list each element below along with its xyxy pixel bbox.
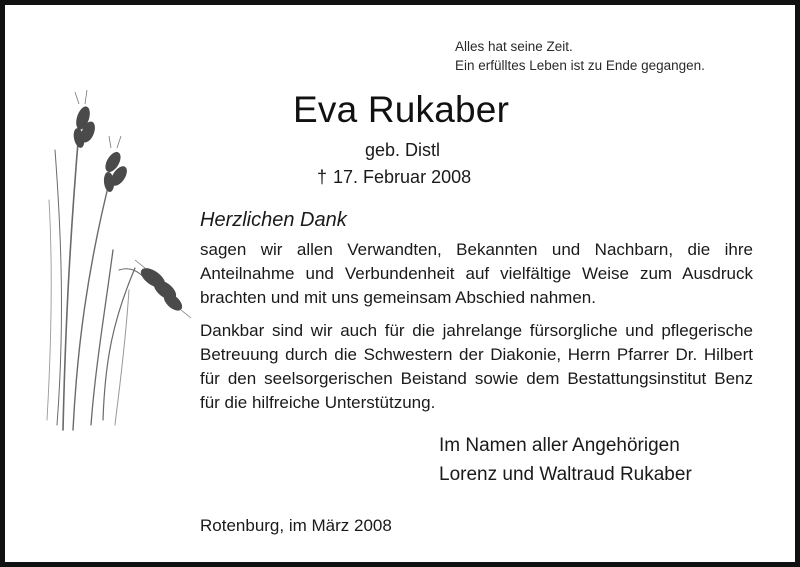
- signature: [439, 431, 692, 489]
- maiden-name: geb. Distl: [365, 140, 441, 160]
- motto-line-1: Alles hat seine Zeit.: [455, 39, 573, 54]
- death-date: [317, 166, 471, 188]
- signature-line-1: Im Namen aller Angehörigen: [439, 435, 680, 456]
- signature-line-2: Lorenz und Waltraud Rukaber: [439, 464, 692, 485]
- cross-icon: †: [317, 167, 328, 187]
- deceased-name: Eva Rukaber: [293, 89, 510, 130]
- death-date-text: 17. Februar 2008: [333, 167, 472, 187]
- thanks-paragraph-2: Dankbar sind wir auch für die jahrelange fürsorgliche und pflegerische Betreuung durch die Schwestern der Diakonie, Herrn Pfarrer Dr. Hilbert für den seelsorgerischen Beistand sowie dem Bestattungsinstitut Benz für die hilfreiche Unterstützung.: [200, 321, 753, 412]
- motto: [455, 37, 705, 75]
- thanks-heading: Herzlichen Dank: [200, 209, 347, 231]
- wheat-icon: [35, 90, 195, 435]
- thanks-paragraph-1: sagen wir allen Verwandten, Bekannten und Nachbarn, die ihre Anteilnahme und Verbundenheit auf vielfältige Weise zum Ausdruck brachten und mit uns gemeinsam Abschied nahmen.: [200, 240, 753, 307]
- place-date: Rotenburg, im März 2008: [200, 516, 392, 535]
- motto-line-2: Ein erfülltes Leben ist zu Ende gegangen.: [455, 58, 705, 73]
